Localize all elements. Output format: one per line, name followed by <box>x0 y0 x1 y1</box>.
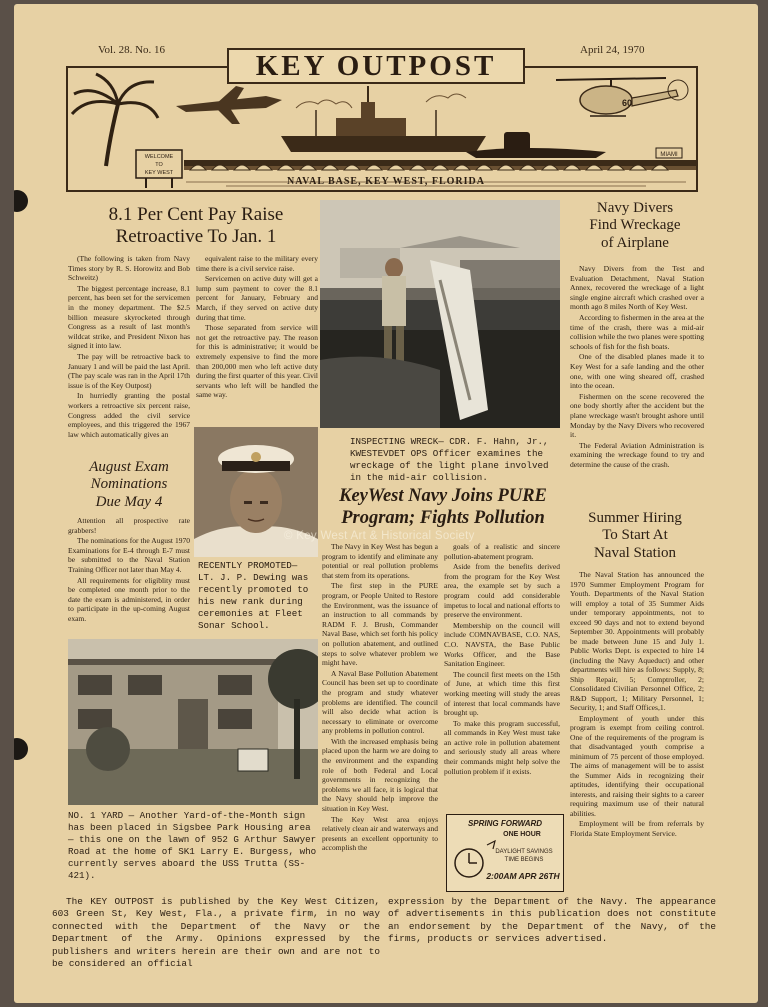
article-paragraph: The first step in the PURE program, or People United to Restore the Environment, was the issuance of an instruction to all commands by RADM F. J. Brush, Commander Naval Base, which set forth his policy on pollution abatement, and outlined steps to solve whatever problem we might have. <box>322 581 438 668</box>
pay-raise-headline-line-2: Retroactive To Jan. 1 <box>115 225 277 247</box>
portrait-caption: RECENTLY PROMOTED— LT. J. P. Dewing was recently promoted to his new rank during ceremonies at Fleet Sonar School. <box>198 560 309 631</box>
article-paragraph: Employment will be from referrals by Florida State Employment Service. <box>570 819 704 838</box>
spring-ad-line-4: TIME BEGINS <box>504 857 544 863</box>
pay-raise-column-1 <box>68 254 190 440</box>
article-paragraph: Navy Divers from the Test and Evaluation Detachment, Naval Station Annex, recovered the wreckage of a light single engine aircraft which crashed over a month ago 8 miles North of Key West. <box>570 264 704 312</box>
article-paragraph: Attention all prospective rate grabbers! <box>68 516 190 535</box>
punch-hole <box>14 190 28 212</box>
pay-raise-headline-line-1: 8.1 Per Cent Pay Raise <box>108 204 284 225</box>
wreck-photo <box>320 200 560 428</box>
spring-ad-line-3: DAYLIGHT SAVINGS <box>495 849 553 855</box>
submarine-illustration <box>466 132 606 158</box>
article-paragraph: Servicemen on active duty will get a lump sum payment to cover the 8.1 percent for January, February and March, if they served on active duty during that time. <box>196 274 318 322</box>
article-paragraph: The council first meets on the 15th of June, at which time this first working meeting will study the areas of interest that local commands have brought up. <box>444 669 560 718</box>
pure-headline-line-2: Program; Fights Pollution <box>341 507 545 528</box>
pure-column-2 <box>444 542 560 777</box>
article-paragraph: The Key West area enjoys relatively clean air and waterways and presents an excellent opportunity to accomplish the <box>322 814 438 853</box>
footer-left: The KEY OUTPOST is published by the Key West Citizen, 603 Green St, Key West, Fla., a private firm, in no way connected with the Department of the Navy or the Department of the Army. Opinions expressed by the publishers and writers herein are their own and are not to be considered an official <box>52 896 380 970</box>
summer-headline-line-3: Naval Station <box>593 544 677 561</box>
masthead-illustration <box>66 66 698 192</box>
masthead-title-box <box>227 48 525 84</box>
summer-headline-line-1: Summer Hiring <box>588 510 682 526</box>
yard-photo <box>68 639 318 805</box>
summer-headline <box>566 510 704 562</box>
article-paragraph: With the increased emphasis being placed upon the harm we are doing to the environment and the expanding role of both Federal and Local governments in recognizing the problems we all face, it is logical that the Navy should help improve the situation in Key West. <box>322 736 438 814</box>
pay-raise-headline <box>68 204 324 248</box>
article-paragraph: According to fishermen in the area at the time of the crash, there was a mid-air collision while the two planes were spotting schools of fish for the fish boats. <box>570 312 704 351</box>
article-paragraph: The nominations for the August 1970 Examinations for E-4 through E-7 must be submitted to the Naval Station Training Officer not later than May 4. <box>68 536 190 574</box>
summer-article <box>570 570 704 839</box>
masthead-location: NAVAL BASE, KEY WEST, FLORIDA <box>287 176 485 187</box>
pure-headline <box>320 486 566 530</box>
sign-line-2: TO <box>155 162 163 168</box>
article-paragraph: equivalent raise to the military every time there is a civil service raise. <box>196 254 318 273</box>
summer-headline-line-2: To Start At <box>602 527 668 544</box>
spring-ad-line-2: ONE HOUR <box>503 831 541 838</box>
punch-hole <box>14 738 28 760</box>
exam-article <box>68 516 190 625</box>
divers-headline-line-2: Find Wreckage <box>589 217 681 234</box>
article-paragraph: The Naval Station has announced the 1970 Summer Employment Program for Youth. Departments of the Naval Station will employ a total of 35 Summer Aids under temporary appointments, not to exceed 90 days and not to extend beyond September 30. Appointments will probably be made between June 15 and July 1. Public Works Dept. is expected to hire 14 (including the Navy Aqueduct) and other departments will hire as follows: Supply, 8; Ship Repair, 5; Comptroller, 2; Consolidated Civilian Personnel Office, 2; R&D Support, 1; Military Personnel, 1; Security, 1; and Staff Offices,1. <box>570 570 704 712</box>
exam-headline-line-1: August Exam <box>89 459 169 475</box>
yard-caption: NO. 1 YARD — Another Yard-of-the-Month sign has been placed in Sigsbee Park Housing area — this one on the lawn of 952 G Arthur Sawyer Road at the home of SK1 Larry E. Burgess, who currently serves aboard the USS Trutta (SS-421). <box>68 810 317 881</box>
ship-illustration <box>281 86 486 152</box>
exam-headline <box>68 459 190 511</box>
article-paragraph: Membership on the council will include COMNAVBASE, C.O. NAS, C.O. NAVSTA, the Base Public Works Officer, and the Base Sanitation Engineer. <box>444 620 560 669</box>
exam-headline-line-2: Nominations <box>90 476 168 493</box>
article-paragraph: The Federal Aviation Administration is examining the wreckage found to try and determine the cause of the crash. <box>570 440 704 469</box>
helicopter-illustration <box>556 78 688 116</box>
article-paragraph: A Naval Base Pollution Abatement Council has been set up to coordinate the program and study whatever problems are identified. The council will also decide what action is necessary to eliminate or overcome any problems in pollution control. <box>322 668 438 736</box>
article-paragraph: In hurriedly granting the postal workers a retroactive six percent raise, Congress added the civil service employees, and this triggered the 1967 law which automatically gives an <box>68 391 190 439</box>
divers-headline-line-1: Navy Divers <box>596 200 674 216</box>
jet-illustration <box>176 86 282 124</box>
newspaper-page <box>14 4 758 1003</box>
article-paragraph: All requirements for eligiblity must be completed one month prior to the date the exam is administered, in order to participate in the up-coming August exam. <box>68 575 190 623</box>
pure-headline-line-1: KeyWest Navy Joins PURE <box>339 486 547 506</box>
article-paragraph: The pay will be retroactive back to January 1 and will be paid the last April. (The pay scale was ran in the April 17th issue is of the Key Outpost) <box>68 351 190 390</box>
volume-number: Vol. 28. No. 16 <box>98 44 166 56</box>
pure-column-1 <box>322 542 438 854</box>
article-paragraph: goals of a realistic and sincere pollution-abatement program. <box>444 542 560 561</box>
divers-article <box>570 264 704 470</box>
publisher-footer <box>14 896 758 996</box>
article-paragraph: To make this program successful, all commands in Key West must take an active role in pollution abatement and seriously study all areas where their commands might help solve the pollution problem if it exists. <box>444 718 560 776</box>
article-paragraph: The Navy in Key West has begun a program to identify and eliminate any potential or real pollution problems that stem from its operations. <box>322 542 438 580</box>
article-paragraph: Aside from the benefits derived from the program for the Key West area, the example set by such a program could add considerable impetus to local and national efforts to preserve the environment. <box>444 562 560 620</box>
wreck-caption: INSPECTING WRECK— CDR. F. Hahn, Jr., KWESTEVDET OPS Officer examines the wreckage of the light plane involved in the mid-air collision. <box>350 436 549 483</box>
spring-forward-ad <box>446 814 564 892</box>
article-paragraph: Fishermen on the scene recovered the one body shortly after the accident but the plane wreckage wasn't brought ashore until Monday by the Navy Divers who recovered it. <box>570 391 704 440</box>
article-paragraph: (The following is taken from Navy Times story by R. S. Horowitz and Bob Schweitz) <box>68 254 190 283</box>
sign-line-3: KEY WEST <box>144 170 174 176</box>
spring-ad-line-1: SPRING FORWARD <box>467 819 543 828</box>
article-paragraph: One of the disabled planes made it to Key West for a safe landing and the other one, with one wing sheared off, crashed into the ocean. <box>570 352 704 391</box>
helicopter-number: 60 <box>622 98 633 108</box>
exam-headline-line-3: Due May 4 <box>95 493 163 510</box>
sign-line-1: WELCOME <box>144 154 174 160</box>
miami-sign: MIAMI <box>660 152 678 158</box>
watermark-text: © Key West Art & Historical Society <box>284 530 475 542</box>
footer-right: expression by the Department of the Navy. The appearance of advertisements in this publication does not constitute an endorsement by the Department of the Navy, of the firms, products or services advertised. <box>388 896 716 945</box>
article-paragraph: Those separated from service will not get the retroactive pay. The reason for this is administrative; it would be extremely expensive to find the more than 200,000 men who left active duty during the first quarter of this year. Civil servants who left will be handled the same way. <box>196 323 318 400</box>
article-paragraph: Employment of youth under this program is exempt from ceiling control. One of the requirements of the program is that disadvantaged youth comprise a minimum of 75 percent of those employed. The aims of management will be to assist the Summer Aids in recognizing their aptitudes, identifying their occupational interests, and raising their sights to a career requiring maximum use of their natural abilities. <box>570 713 704 818</box>
pay-raise-column-2 <box>196 254 318 401</box>
divers-headline <box>566 200 704 252</box>
divers-headline-line-3: of Airplane <box>601 234 669 251</box>
newspaper-title: KEY OUTPOST <box>255 49 497 82</box>
article-paragraph: The biggest percentage increase, 8.1 percent, has been set for the servicemen in the money department. The $2.5 billion measure skyrocketed through Congress as a result of last month's wildcat strike, and President Nixon has signed it into law. <box>68 283 190 351</box>
spring-ad-line-5: 2:00AM APR 26TH <box>486 871 560 881</box>
issue-date: April 24, 1970 <box>580 44 645 56</box>
